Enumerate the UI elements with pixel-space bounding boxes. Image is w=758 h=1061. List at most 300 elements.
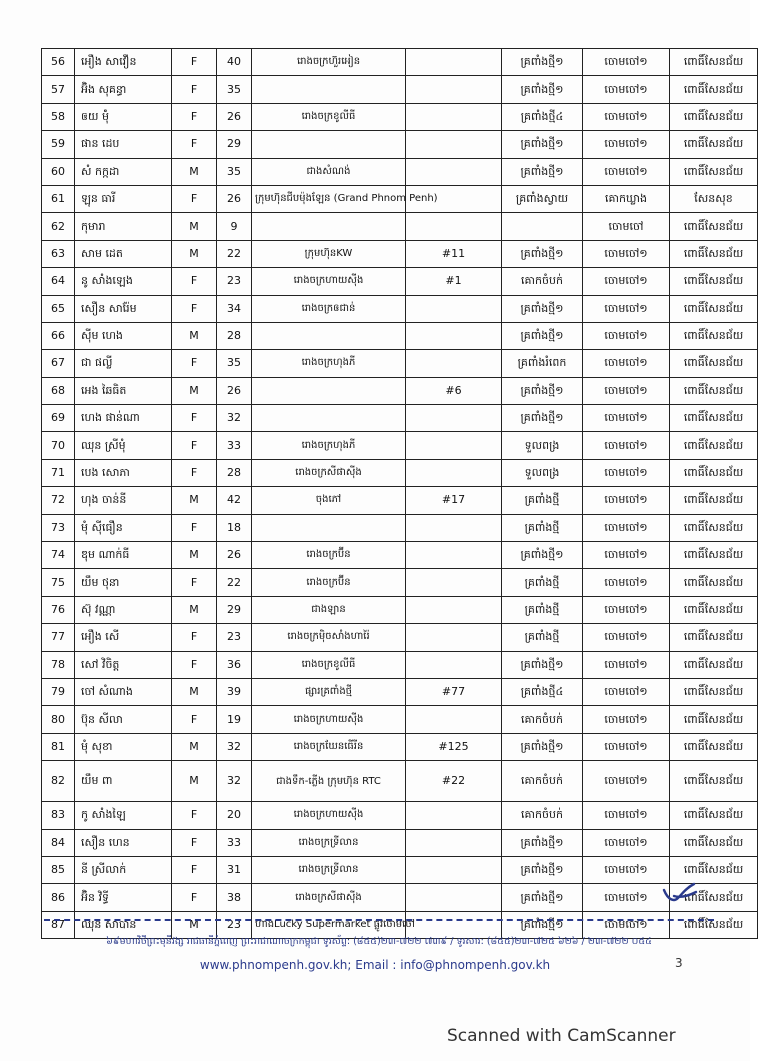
cell-commune: ចោមចៅ១ bbox=[583, 911, 670, 938]
cell-person-name: ប៊ុន សីលា bbox=[75, 706, 172, 733]
table-row bbox=[42, 295, 758, 322]
cell-village: គ្រពាំងថ្មី១ bbox=[502, 131, 583, 158]
cell-row-number: 86 bbox=[42, 884, 75, 911]
cell-commune: ចោមចៅ១ bbox=[583, 377, 670, 404]
cell-commune: ចោមចៅ១ bbox=[583, 706, 670, 733]
cell-reference-number bbox=[406, 514, 502, 541]
table-row bbox=[42, 678, 758, 705]
cell-district: ពោធិ៍សែនជ័យ bbox=[670, 706, 758, 733]
table-row bbox=[42, 158, 758, 185]
table-row bbox=[42, 268, 758, 295]
cell-district: ពោធិ៍សែនជ័យ bbox=[670, 884, 758, 911]
cell-workplace: រោងចក្រហាយស៊ីង bbox=[252, 802, 406, 829]
signature-mark bbox=[660, 880, 700, 908]
cell-age: 26 bbox=[217, 185, 252, 212]
cell-sex: M bbox=[172, 761, 217, 802]
cell-commune: ចោមចៅ១ bbox=[583, 733, 670, 760]
table-row bbox=[42, 596, 758, 623]
cell-age: 32 bbox=[217, 733, 252, 760]
cell-person-name: ឈុន សាបាន bbox=[75, 911, 172, 938]
cell-reference-number bbox=[406, 542, 502, 569]
cell-commune: ចោមចៅ១ bbox=[583, 884, 670, 911]
cell-row-number: 70 bbox=[42, 432, 75, 459]
cell-village: គ្រពាំងថ្មី bbox=[502, 487, 583, 514]
cell-sex: F bbox=[172, 651, 217, 678]
cell-sex: F bbox=[172, 405, 217, 432]
cell-commune: ចោមចៅ១ bbox=[583, 322, 670, 349]
cell-commune: ចោមចៅ១ bbox=[583, 487, 670, 514]
cell-age: 26 bbox=[217, 377, 252, 404]
cell-village: គ្រពាំងថ្មី១ bbox=[502, 76, 583, 103]
cell-district: ពោធិ៍សែនជ័យ bbox=[670, 487, 758, 514]
cell-sex: F bbox=[172, 569, 217, 596]
cell-age: 40 bbox=[217, 49, 252, 76]
cell-sex: M bbox=[172, 487, 217, 514]
cell-row-number: 68 bbox=[42, 377, 75, 404]
cell-person-name: ផាន ដេប bbox=[75, 131, 172, 158]
table-row bbox=[42, 733, 758, 760]
cell-workplace: ហាងLucky Supermarket ផ្លូវចោមចៅ bbox=[252, 911, 406, 938]
table-row bbox=[42, 651, 758, 678]
cell-sex: M bbox=[172, 377, 217, 404]
cell-row-number: 78 bbox=[42, 651, 75, 678]
cell-district: ពោធិ៍សែនជ័យ bbox=[670, 377, 758, 404]
cell-workplace: រោងចក្រហុងភី bbox=[252, 350, 406, 377]
cell-sex: M bbox=[172, 322, 217, 349]
cell-village: ទួលពង្រ bbox=[502, 459, 583, 486]
cell-row-number: 82 bbox=[42, 761, 75, 802]
cell-age: 38 bbox=[217, 884, 252, 911]
table-row bbox=[42, 377, 758, 404]
cell-person-name: សាម ដេត bbox=[75, 240, 172, 267]
cell-reference-number bbox=[406, 459, 502, 486]
cell-district: ពោធិ៍សែនជ័យ bbox=[670, 761, 758, 802]
cell-reference-number bbox=[406, 213, 502, 240]
cell-district: ពោធិ៍សែនជ័យ bbox=[670, 542, 758, 569]
cell-workplace: រោងចក្រហាយស៊ីង bbox=[252, 268, 406, 295]
cell-village: គ្រពាំងថ្មី១ bbox=[502, 829, 583, 856]
cell-age: 23 bbox=[217, 624, 252, 651]
cell-workplace: ចុងភៅ bbox=[252, 487, 406, 514]
cell-sex: F bbox=[172, 268, 217, 295]
cell-reference-number: #11 bbox=[406, 240, 502, 267]
table-row bbox=[42, 569, 758, 596]
cell-village: គ្រពាំងថ្មី bbox=[502, 596, 583, 623]
cell-village: គ្រពាំងថ្មី១ bbox=[502, 884, 583, 911]
cell-row-number: 57 bbox=[42, 76, 75, 103]
cell-commune: ចោមចៅ១ bbox=[583, 158, 670, 185]
table-row bbox=[42, 350, 758, 377]
cell-reference-number: #22 bbox=[406, 761, 502, 802]
table-row bbox=[42, 405, 758, 432]
cell-workplace bbox=[252, 213, 406, 240]
cell-workplace: រោងចក្រសីផាស៊ីង bbox=[252, 459, 406, 486]
cell-reference-number bbox=[406, 158, 502, 185]
cell-workplace bbox=[252, 131, 406, 158]
table-row bbox=[42, 706, 758, 733]
cell-workplace bbox=[252, 377, 406, 404]
cell-commune: ចោមចៅ១ bbox=[583, 268, 670, 295]
cell-workplace: រោងចក្រទ្រីលាន bbox=[252, 829, 406, 856]
table-row bbox=[42, 322, 758, 349]
cell-row-number: 63 bbox=[42, 240, 75, 267]
cell-workplace: រោងចក្រខូលីធី bbox=[252, 651, 406, 678]
cell-commune: ចោមចៅ១ bbox=[583, 350, 670, 377]
cell-person-name: សឿន សារ៉ែម bbox=[75, 295, 172, 322]
table-row bbox=[42, 49, 758, 76]
cell-village: ទួលពង្រ bbox=[502, 432, 583, 459]
cell-commune: ចោមចៅ១ bbox=[583, 651, 670, 678]
cell-village: គ្រពាំងថ្មី១ bbox=[502, 158, 583, 185]
cell-commune: ចោមចៅ១ bbox=[583, 761, 670, 802]
cell-district: ពោធិ៍សែនជ័យ bbox=[670, 131, 758, 158]
cell-reference-number: #125 bbox=[406, 733, 502, 760]
cell-district: ពោធិ៍សែនជ័យ bbox=[670, 322, 758, 349]
cell-age: 29 bbox=[217, 131, 252, 158]
cell-reference-number: #77 bbox=[406, 678, 502, 705]
cell-commune: ចោមចៅ១ bbox=[583, 240, 670, 267]
cell-workplace: ផ្សារគ្រពាំងថ្មី bbox=[252, 678, 406, 705]
cell-workplace bbox=[252, 405, 406, 432]
cell-sex: M bbox=[172, 240, 217, 267]
cell-person-name: ជា ផល្លី bbox=[75, 350, 172, 377]
cell-reference-number bbox=[406, 706, 502, 733]
cell-age: 32 bbox=[217, 405, 252, 432]
cell-village: គ្រពាំងថ្មី១ bbox=[502, 240, 583, 267]
cell-village: គ្រពាំងថ្មី១ bbox=[502, 733, 583, 760]
cell-workplace: ក្រុមហ៊ុនជីបម៉ុងឡែន (Grand Phnom Penh) bbox=[252, 185, 406, 212]
cell-person-name: ចៅ សំណាង bbox=[75, 678, 172, 705]
cell-row-number: 79 bbox=[42, 678, 75, 705]
cell-village: គោកចំបក់ bbox=[502, 802, 583, 829]
cell-reference-number bbox=[406, 76, 502, 103]
cell-district: ពោធិ៍សែនជ័យ bbox=[670, 432, 758, 459]
cell-commune: ចោមចៅ១ bbox=[583, 514, 670, 541]
cell-person-name: អឿង សាវឿន bbox=[75, 49, 172, 76]
cell-reference-number bbox=[406, 405, 502, 432]
cell-person-name: ឲយ ម៉ុំ bbox=[75, 103, 172, 130]
cell-person-name: សំ កក្កដា bbox=[75, 158, 172, 185]
table-row bbox=[42, 240, 758, 267]
cell-sex: F bbox=[172, 295, 217, 322]
cell-reference-number bbox=[406, 569, 502, 596]
table-row bbox=[42, 624, 758, 651]
cell-row-number: 75 bbox=[42, 569, 75, 596]
table-body bbox=[42, 49, 758, 939]
cell-age: 35 bbox=[217, 158, 252, 185]
cell-commune: ចោមចៅ១ bbox=[583, 49, 670, 76]
table-row bbox=[42, 213, 758, 240]
cell-commune: ចោមចៅ១ bbox=[583, 76, 670, 103]
cell-workplace: រោងចក្រម៉ិចសាំងហារ៉ៃ bbox=[252, 624, 406, 651]
cell-commune: ចោមចៅ១ bbox=[583, 542, 670, 569]
cell-sex: F bbox=[172, 185, 217, 212]
cell-person-name: ហុង ចាន់នី bbox=[75, 487, 172, 514]
cell-person-name: ស៊ីម ហេង bbox=[75, 322, 172, 349]
cell-age: 33 bbox=[217, 432, 252, 459]
cell-row-number: 84 bbox=[42, 829, 75, 856]
cell-person-name: កុមារា bbox=[75, 213, 172, 240]
cell-district: សែនសុខ bbox=[670, 185, 758, 212]
cell-row-number: 85 bbox=[42, 856, 75, 883]
cell-reference-number bbox=[406, 829, 502, 856]
cell-row-number: 62 bbox=[42, 213, 75, 240]
cell-workplace: រោងចក្រទ្រីលាន bbox=[252, 856, 406, 883]
cell-village: គ្រពាំងថ្មី១ bbox=[502, 856, 583, 883]
cell-reference-number bbox=[406, 432, 502, 459]
cell-reference-number: #17 bbox=[406, 487, 502, 514]
cell-district: ពោធិ៍សែនជ័យ bbox=[670, 240, 758, 267]
cell-district: ពោធិ៍សែនជ័យ bbox=[670, 829, 758, 856]
table-row bbox=[42, 884, 758, 911]
cell-reference-number bbox=[406, 295, 502, 322]
cell-age: 22 bbox=[217, 569, 252, 596]
cell-district: ពោធិ៍សែនជ័យ bbox=[670, 49, 758, 76]
cell-village: គ្រពាំងថ្មី bbox=[502, 514, 583, 541]
cell-workplace: រោងចក្រហុងភី bbox=[252, 432, 406, 459]
cell-district: ពោធិ៍សែនជ័យ bbox=[670, 856, 758, 883]
cell-sex: F bbox=[172, 856, 217, 883]
cell-row-number: 59 bbox=[42, 131, 75, 158]
cell-row-number: 74 bbox=[42, 542, 75, 569]
cell-age: 31 bbox=[217, 856, 252, 883]
cell-commune: ចោមចៅ១ bbox=[583, 131, 670, 158]
cell-sex: F bbox=[172, 459, 217, 486]
cell-age: 26 bbox=[217, 103, 252, 130]
cell-age: 22 bbox=[217, 240, 252, 267]
cell-village: គ្រពាំងថ្មី១ bbox=[502, 49, 583, 76]
cell-district: ពោធិ៍សែនជ័យ bbox=[670, 596, 758, 623]
cell-person-name: កូ សាំងឡៃ bbox=[75, 802, 172, 829]
cell-village: គ្រពាំងថ្មី១ bbox=[502, 322, 583, 349]
cell-sex: F bbox=[172, 802, 217, 829]
table-row bbox=[42, 761, 758, 802]
cell-workplace bbox=[252, 76, 406, 103]
cell-age: 35 bbox=[217, 76, 252, 103]
cell-reference-number bbox=[406, 884, 502, 911]
cell-district: ពោធិ៍សែនជ័យ bbox=[670, 569, 758, 596]
cell-row-number: 60 bbox=[42, 158, 75, 185]
cell-age: 42 bbox=[217, 487, 252, 514]
cell-age: 19 bbox=[217, 706, 252, 733]
cell-person-name: នី ស្រីលាក់ bbox=[75, 856, 172, 883]
cell-person-name: ឡុន ធារី bbox=[75, 185, 172, 212]
cell-village bbox=[502, 213, 583, 240]
cell-sex: F bbox=[172, 103, 217, 130]
cell-workplace: រោងចក្រហាយស៊ីង bbox=[252, 706, 406, 733]
cell-commune: គោកឃ្លាង bbox=[583, 185, 670, 212]
cell-commune: ចោមចៅ១ bbox=[583, 678, 670, 705]
cell-commune: ចោមចៅ១ bbox=[583, 624, 670, 651]
cell-district: ពោធិ៍សែនជ័យ bbox=[670, 268, 758, 295]
cell-district: ពោធិ៍សែនជ័យ bbox=[670, 802, 758, 829]
cell-row-number: 81 bbox=[42, 733, 75, 760]
cell-sex: M bbox=[172, 733, 217, 760]
cell-commune: ចោមចៅ១ bbox=[583, 596, 670, 623]
cell-row-number: 64 bbox=[42, 268, 75, 295]
cell-village: គោកចំបក់ bbox=[502, 761, 583, 802]
cell-village: គ្រពាំងថ្មី១ bbox=[502, 377, 583, 404]
cell-person-name: សៅ វិចិត្ត bbox=[75, 651, 172, 678]
cell-person-name: ហេង ផាន់ណា bbox=[75, 405, 172, 432]
cell-commune: ចោមចៅ១ bbox=[583, 459, 670, 486]
registry-table bbox=[41, 48, 758, 939]
cell-commune: ចោមចៅ១ bbox=[583, 295, 670, 322]
cell-district: ពោធិ៍សែនជ័យ bbox=[670, 459, 758, 486]
cell-village: គ្រពាំងថ្មី១ bbox=[502, 651, 583, 678]
cell-person-name: បេង សោភា bbox=[75, 459, 172, 486]
cell-workplace: រោងចក្រឲជាន់ bbox=[252, 295, 406, 322]
cell-person-name: មុំ សុខា bbox=[75, 733, 172, 760]
cell-person-name: ស៊ុ វណ្ណា bbox=[75, 596, 172, 623]
cell-row-number: 76 bbox=[42, 596, 75, 623]
cell-village: គ្រពាំងថ្មី៤ bbox=[502, 678, 583, 705]
cell-person-name: អេង ឆៃធិត bbox=[75, 377, 172, 404]
cell-reference-number bbox=[406, 350, 502, 377]
cell-village: គោកចំបក់ bbox=[502, 706, 583, 733]
table-row bbox=[42, 856, 758, 883]
cell-age: 20 bbox=[217, 802, 252, 829]
cell-reference-number bbox=[406, 322, 502, 349]
cell-row-number: 80 bbox=[42, 706, 75, 733]
table-row bbox=[42, 185, 758, 212]
table-row bbox=[42, 76, 758, 103]
cell-person-name: ឌុម ណាក់ធី bbox=[75, 542, 172, 569]
cell-sex: F bbox=[172, 884, 217, 911]
cell-district: ពោធិ៍សែនជ័យ bbox=[670, 911, 758, 938]
cell-row-number: 69 bbox=[42, 405, 75, 432]
cell-age: 23 bbox=[217, 911, 252, 938]
cell-reference-number: #1 bbox=[406, 268, 502, 295]
table-row bbox=[42, 514, 758, 541]
cell-commune: ចោមចៅ១ bbox=[583, 405, 670, 432]
cell-district: ពោធិ៍សែនជ័យ bbox=[670, 158, 758, 185]
cell-age: 32 bbox=[217, 761, 252, 802]
cell-person-name: យឹម ថុនា bbox=[75, 569, 172, 596]
cell-district: ពោធិ៍សែនជ័យ bbox=[670, 295, 758, 322]
cell-person-name: ឈុន ស្រីមុំ bbox=[75, 432, 172, 459]
cell-row-number: 87 bbox=[42, 911, 75, 938]
cell-reference-number bbox=[406, 624, 502, 651]
cell-age: 39 bbox=[217, 678, 252, 705]
cell-workplace: រោងចក្រប៊ីន bbox=[252, 569, 406, 596]
cell-workplace: រោងចក្រសីផាស៊ីង bbox=[252, 884, 406, 911]
cell-district: ពោធិ៍សែនជ័យ bbox=[670, 76, 758, 103]
cell-sex: F bbox=[172, 76, 217, 103]
cell-reference-number bbox=[406, 596, 502, 623]
cell-workplace bbox=[252, 322, 406, 349]
cell-sex: F bbox=[172, 350, 217, 377]
footer-address: ៦៩មហាវិថីព្រះមុនីវង្ស រាជធានីភ្នំពេញ ព្រះរាជាណាចក្រកម្ពុជា ទូរស័ព្ទ: (៨៥៥)២៣-៧២២ ៧៣៩ / ទូរសារ: (៨៥៥)២៣-៧២៥ ៦២៦ / ២៣-៧២២ ០៥៤ bbox=[106, 936, 652, 947]
cell-reference-number bbox=[406, 103, 502, 130]
cell-district: ពោធិ៍សែនជ័យ bbox=[670, 678, 758, 705]
cell-village: គ្រពាំងថ្មី១ bbox=[502, 405, 583, 432]
cell-row-number: 66 bbox=[42, 322, 75, 349]
cell-commune: ចោមចៅ១ bbox=[583, 569, 670, 596]
cell-district: ពោធិ៍សែនជ័យ bbox=[670, 624, 758, 651]
cell-age: 34 bbox=[217, 295, 252, 322]
cell-sex: M bbox=[172, 158, 217, 185]
cell-age: 28 bbox=[217, 459, 252, 486]
cell-row-number: 61 bbox=[42, 185, 75, 212]
cell-district: ពោធិ៍សែនជ័យ bbox=[670, 514, 758, 541]
cell-village: គ្រពាំងថ្មី១ bbox=[502, 542, 583, 569]
cell-district: ពោធិ៍សែនជ័យ bbox=[670, 103, 758, 130]
cell-village: គោកចំបក់ bbox=[502, 268, 583, 295]
table-row bbox=[42, 103, 758, 130]
cell-reference-number bbox=[406, 651, 502, 678]
cell-workplace: ជាងសំណង់ bbox=[252, 158, 406, 185]
cell-reference-number bbox=[406, 49, 502, 76]
cell-village: គ្រពាំងរំពេក bbox=[502, 350, 583, 377]
cell-person-name: អ៊ិង សុគន្ធា bbox=[75, 76, 172, 103]
cell-row-number: 73 bbox=[42, 514, 75, 541]
cell-workplace: រោងចក្រឃែនធើរីន bbox=[252, 733, 406, 760]
cell-sex: F bbox=[172, 49, 217, 76]
cell-sex: F bbox=[172, 624, 217, 651]
cell-village: គ្រពាំងថ្មី៤ bbox=[502, 103, 583, 130]
cell-commune: ចោមចៅ bbox=[583, 213, 670, 240]
cell-village: គ្រពាំងថ្មី bbox=[502, 624, 583, 651]
cell-age: 36 bbox=[217, 651, 252, 678]
footer-website: www.phnompenh.gov.kh; Email : info@phnompenh.gov.kh bbox=[199, 958, 551, 972]
cell-sex: F bbox=[172, 829, 217, 856]
table-row bbox=[42, 432, 758, 459]
cell-person-name: សឿន ហេន bbox=[75, 829, 172, 856]
cell-age: 35 bbox=[217, 350, 252, 377]
cell-sex: F bbox=[172, 514, 217, 541]
cell-age: 9 bbox=[217, 213, 252, 240]
cell-district: ពោធិ៍សែនជ័យ bbox=[670, 350, 758, 377]
cell-village: គ្រពាំងស្វាយ bbox=[502, 185, 583, 212]
cell-person-name: យឹម ពា bbox=[75, 761, 172, 802]
cell-village: គ្រពាំងថ្មី១ bbox=[502, 911, 583, 938]
cell-row-number: 65 bbox=[42, 295, 75, 322]
cell-workplace: រោងចក្រប៊ីន bbox=[252, 542, 406, 569]
cell-age: 28 bbox=[217, 322, 252, 349]
cell-row-number: 56 bbox=[42, 49, 75, 76]
cell-row-number: 58 bbox=[42, 103, 75, 130]
cell-sex: F bbox=[172, 432, 217, 459]
cell-reference-number: #6 bbox=[406, 377, 502, 404]
cell-workplace: ជាងទឹក-ភ្លើង ក្រុមហ៊ុន RTC bbox=[252, 761, 406, 802]
cell-row-number: 67 bbox=[42, 350, 75, 377]
table-row bbox=[42, 131, 758, 158]
table-row bbox=[42, 542, 758, 569]
cell-commune: ចោមចៅ១ bbox=[583, 856, 670, 883]
cell-sex: F bbox=[172, 131, 217, 158]
cell-row-number: 83 bbox=[42, 802, 75, 829]
cell-reference-number bbox=[406, 131, 502, 158]
cell-commune: ចោមចៅ១ bbox=[583, 103, 670, 130]
cell-reference-number bbox=[406, 802, 502, 829]
cell-age: 29 bbox=[217, 596, 252, 623]
table-row bbox=[42, 487, 758, 514]
page-number: 3 bbox=[675, 956, 683, 970]
cell-row-number: 72 bbox=[42, 487, 75, 514]
cell-district: ពោធិ៍សែនជ័យ bbox=[670, 651, 758, 678]
cell-village: គ្រពាំងថ្មី១ bbox=[502, 295, 583, 322]
cell-commune: ចោមចៅ១ bbox=[583, 802, 670, 829]
cell-workplace: រោងចក្រហ៊ួរអៀន bbox=[252, 49, 406, 76]
cell-age: 23 bbox=[217, 268, 252, 295]
cell-district: ពោធិ៍សែនជ័យ bbox=[670, 733, 758, 760]
table-row bbox=[42, 829, 758, 856]
cell-sex: M bbox=[172, 678, 217, 705]
cell-workplace: ក្រុមហ៊ុនKW bbox=[252, 240, 406, 267]
table-row bbox=[42, 459, 758, 486]
cell-commune: ចោមចៅ១ bbox=[583, 432, 670, 459]
